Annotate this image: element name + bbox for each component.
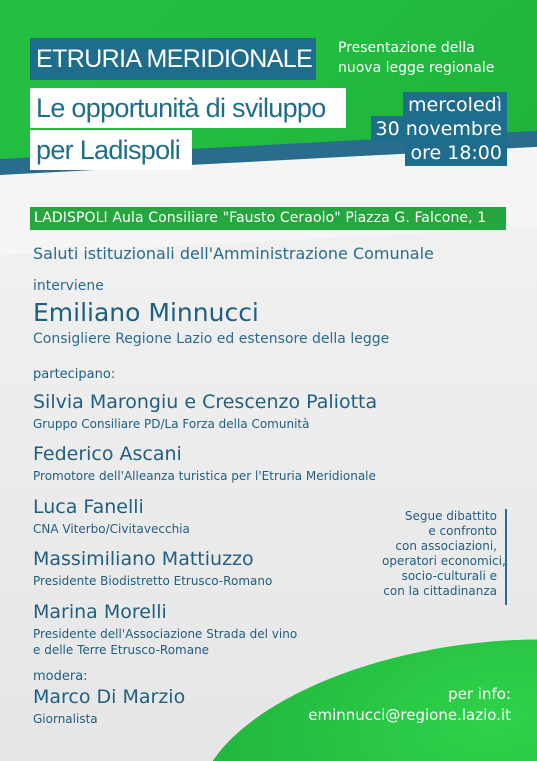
participant-role: e delle Terre Etrusco-Romane [33, 643, 210, 657]
interviene-label: interviene [33, 278, 104, 294]
partecipano-label: partecipano: [33, 367, 116, 382]
debate-note [382, 509, 507, 605]
participant-role: Gruppo Consiliare PD/La Forza della Comunità [33, 417, 310, 431]
participant-name: Massimiliano Mattiuzzo [33, 548, 254, 570]
participant-role: Presidente dell'Associazione Strada del vino [33, 627, 298, 641]
debate-note-line: con associazioni, [395, 539, 497, 553]
presentation-text [338, 38, 494, 78]
participant-name: Marina Morelli [33, 601, 167, 623]
debate-note-line: socio-culturali e [401, 569, 497, 583]
subtitle-line: per Ladispoli [30, 130, 192, 170]
participant-role: Promotore dell'Alleanza turistica per l'Etruria Meridionale [33, 469, 376, 483]
moderator-role: Giornalista [33, 712, 98, 726]
event-date: 30 novembre [371, 116, 507, 142]
contact-email[interactable]: eminnucci@regione.lazio.it [308, 706, 511, 724]
participant-name: Silvia Marongiu e Crescenzo Paliotta [33, 391, 378, 413]
debate-note-line: e confronto [428, 524, 497, 538]
speaker-role: Consigliere Regione Lazio ed estensore della legge [33, 331, 390, 347]
contact-info [308, 684, 511, 726]
participant-role: CNA Viterbo/Civitavecchia [33, 522, 190, 536]
moderator-name: Marco Di Marzio [33, 686, 186, 708]
modera-label: modera: [33, 669, 88, 684]
saluti-text: Saluti istituzionali dell'Amministrazione Comunale [33, 244, 434, 263]
subtitle-line: Le opportunità di sviluppo [30, 88, 346, 128]
debate-note-line: Segue dibattito [404, 509, 497, 523]
region-title: ETRURIA MERIDIONALE [30, 38, 316, 80]
speaker-name: Emiliano Minnucci [33, 298, 259, 327]
info-label: per info: [448, 685, 511, 703]
presentation-line: nuova legge regionale [338, 60, 495, 76]
debate-note-line: con la cittadinanza [383, 584, 497, 598]
debate-note-line: operatori economici, [382, 554, 506, 568]
participant-name: Luca Fanelli [33, 496, 144, 518]
event-day: mercoledì [403, 92, 507, 118]
event-location: LADISPOLI Aula Consiliare "Fausto Ceraolo" Piazza G. Falcone, 1 [30, 207, 506, 230]
presentation-line: Presentazione della [338, 40, 475, 56]
event-time: ore 18:00 [405, 140, 507, 166]
participant-name: Federico Ascani [33, 443, 182, 465]
participant-role: Presidente Biodistretto Etrusco-Romano [33, 574, 273, 588]
